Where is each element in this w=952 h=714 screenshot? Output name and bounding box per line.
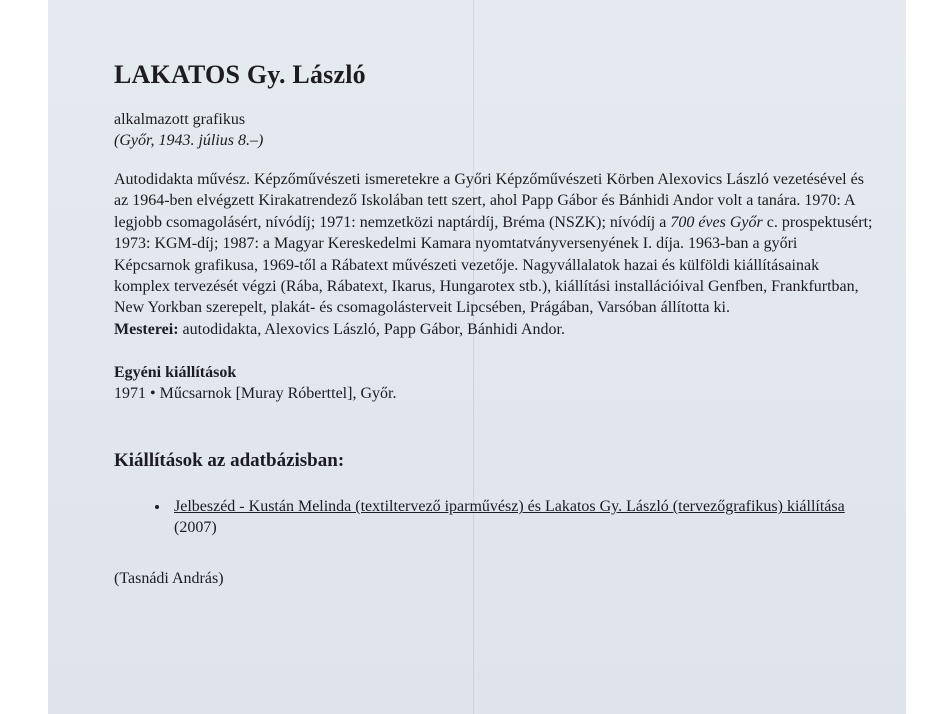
solo-exhibitions-heading: Egyéni kiállítások — [114, 364, 237, 382]
exhibition-year: (2007) — [174, 519, 217, 537]
bio-part-1: Autodidakta művész. Képzőművészeti ismeretekre a Győri Képzőművészeti Körben Alexovics László vezetésével és az 1964-ben elvégzett Kirakatrendező Iskolában tett szert, ahol Papp Gábor és Bánhidi Andor volt a tanára. 1970: A legjobb csomagolásért, nívódíj; 1971: nemzetközi naptárdíj, Bréma (NSZK); nívódíj a — [114, 171, 864, 231]
database-exhibitions-list — [114, 496, 874, 538]
masters-text: autodidakta, Alexovics László, Papp Gábor, Bánhidi Andor. — [178, 320, 565, 338]
biography-text — [114, 169, 874, 319]
author-credit: (Tasnádi András) — [114, 570, 224, 588]
document-page — [48, 0, 906, 714]
exhibition-link[interactable]: Jelbeszéd - Kustán Melinda (textiltervező iparművész) és Lakatos Gy. László (tervezőgrafikus) kiállítása — [174, 498, 845, 516]
occupation: alkalmazott grafikus — [114, 111, 246, 128]
birth-info: (Győr, 1943. július 8.–) — [114, 132, 264, 149]
database-exhibitions-heading: Kiállítások az adatbázisban: — [114, 450, 345, 472]
entry-content — [114, 60, 874, 589]
solo-exhibition-item: 1971 • Műcsarnok [Muray Róberttel], Győr. — [114, 385, 397, 403]
list-item — [170, 496, 874, 538]
masters-label: Mesterei: — [114, 320, 179, 338]
page-title: LAKATOS Gy. László — [114, 60, 366, 89]
bio-italic-title: 700 éves Győr — [670, 213, 763, 231]
bio-part-2: c. prospektusért; 1973: KGM-díj; 1987: a Magyar Kereskedelmi Kamara nyomtatványversenyének I. díja. 1963-ban a győri Képcsarnok grafikusa, 1969-től a Rábatext művészeti vezetője. Nagyvállalatok hazai és külföldi kiállításainak komplex tervezését végzi (Rába, Rábatext, Ikarus, Hungarotex stb.), kiállítási installációival Genfben, Frankfurtban, New Yorkban szerepelt, plakát- és csomagolásterveit Lipcsében, Prágában, Varsóban állította ki. — [114, 213, 873, 317]
biography — [114, 169, 874, 340]
masters-line — [114, 319, 874, 340]
